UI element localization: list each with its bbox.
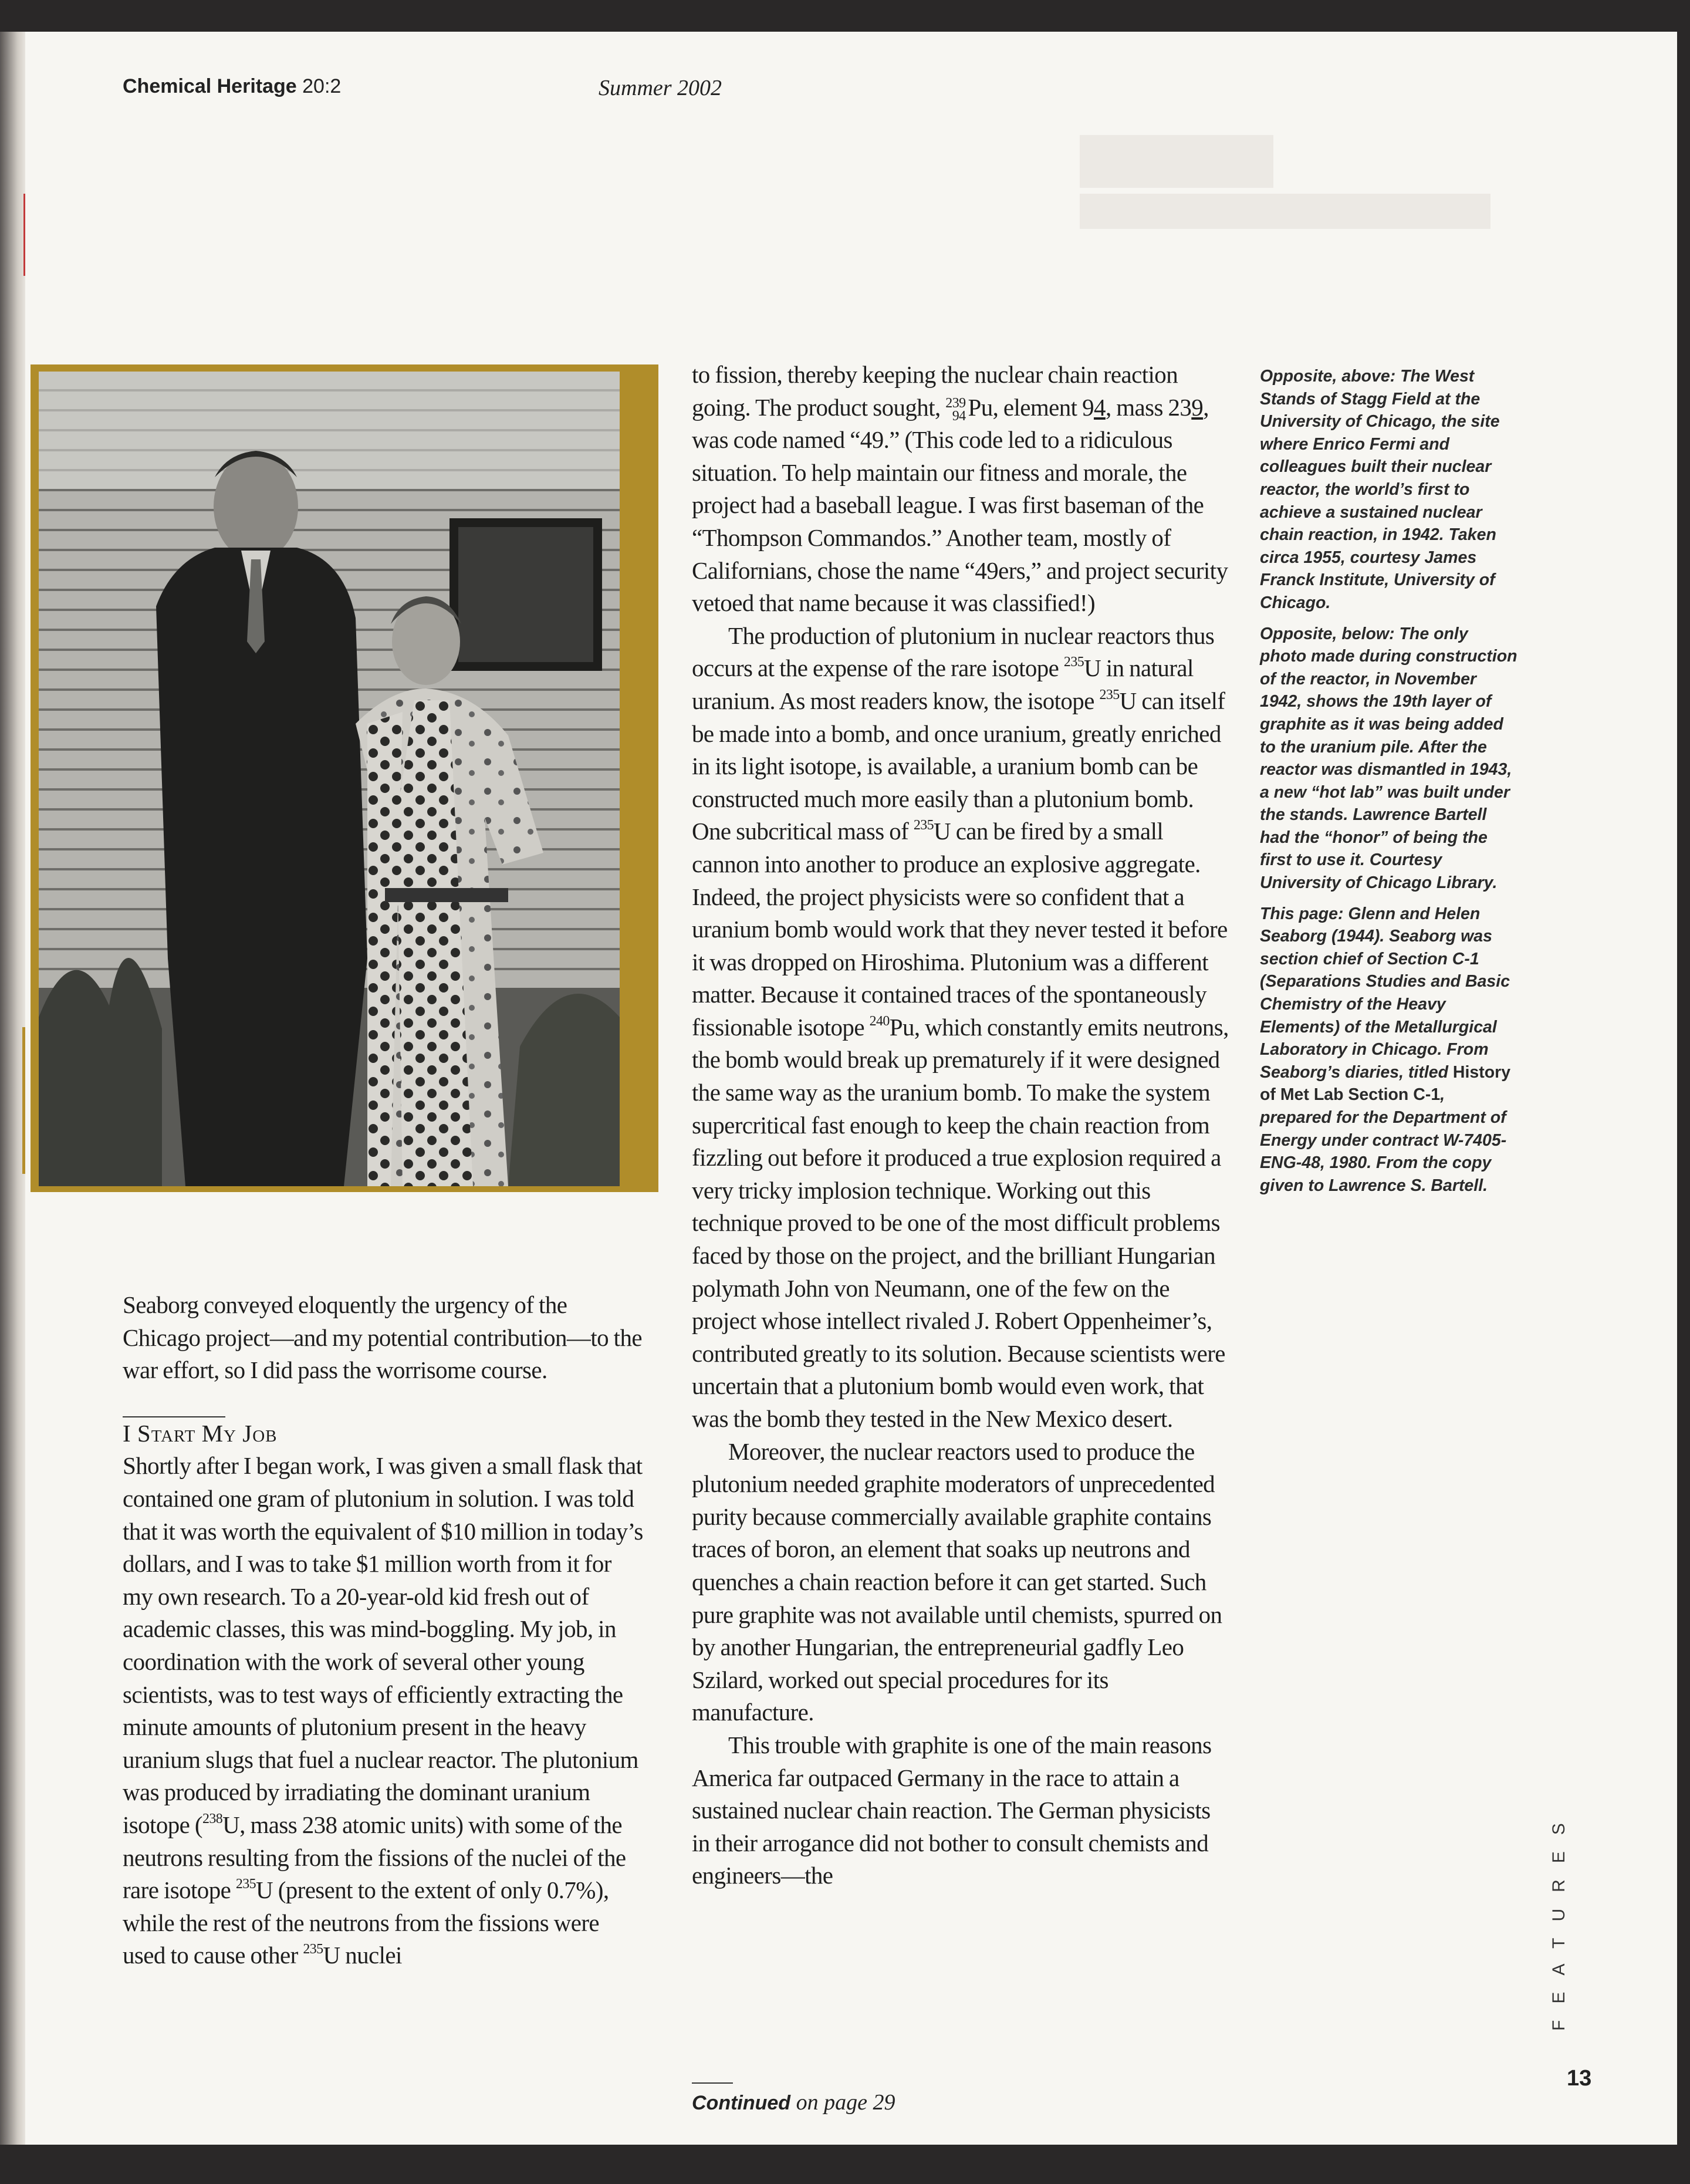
issue-number: 20:2 [302, 75, 342, 97]
isotope-mass-number: 235 [235, 1876, 256, 1892]
document-title: History of Met Lab Section C-1 [1260, 1062, 1511, 1105]
article-column-2 [692, 359, 1229, 1892]
magazine-name: Chemical Heritage [123, 75, 297, 97]
paragraph: Opposite, below: The only photo made during construction of the reactor, in November 1942, shows the 19th layer of graphite as it was being added to the uranium pile. After the reactor was dismantled in 1943, a new “hot lab” was built under the stands. Lawrence Bartell had the “honor” of being the first to use it. Courtesy University of Chicago Library. [1260, 624, 1517, 893]
paragraph: Opposite, above: The West Stands of Stagg Field at the University of Chicago, the site where Enrico Fermi and colleagues built their nuclear reactor, the world’s first to achieve a sustained nuclear chain reaction, in 1942. Taken circa 1955, courtesy James Franck Institute, University of Chicago. [1260, 367, 1500, 612]
seaborg-photo [39, 372, 620, 1186]
issue-date: Summer 2002 [599, 76, 722, 100]
isotope-mass-number: 238 [202, 1811, 223, 1827]
caption-paragraphs [1260, 365, 1518, 1197]
continued-rule [692, 2082, 733, 2084]
isotope-mass-number: 235 [303, 1942, 323, 1957]
paragraph: Moreover, the nuclear reactors used to produce the plutonium needed graphite moderators of unprecedented purity because commercially available graphite contains traces of boron, an element that soaks up neutrons and quenches a chain reaction before it can get started. Such pure graphite was not available until chemists, spurred on by another Hungarian, the entrepreneurial gadfly Leo Szilard, worked out special procedures for its manufacture. [692, 1437, 1222, 1726]
paragraph: Shortly after I began work, I was given a small flask that contained one gram of plutonium in solution. I was told that it was worth the equivalent of $10 million in today’s dollars, and I was to take $1 million worth from it for my own research. To a 20-year-old kid fresh out of academic classes, this was mind-boggling. My job, in coordination with the work of several other young scientists, was to test ways of efficiently extracting the minute amounts of plutonium present in the heavy uranium slugs that fuel a nuclear reactor. The plutonium was produced by irradiating the dominant uranium isotope ($^{238}$U, mass 238 atomic units) with some of the neutrons resulting from the fissions of the nuclei of the rare isotope $^{235}$U (present to the extent of only 0.7%), while the rest of the neutrons from the fissions were used to cause other $^{235}$U nuclei [123, 1452, 643, 1969]
isotope-mass-number: 235 [1063, 654, 1084, 670]
underlined-digit: 4 [1094, 393, 1106, 421]
binding-edge [0, 32, 25, 2145]
paragraph: The production of plutonium in nuclear reactors thus occurs at the expense of the rare isotope $^{235}$U in natural uranium. As most readers know, the isotope $^{235}$U can itself be made into a bomb, and once uranium, greatly enriched in its light isotope, is available, a uranium bomb can be constructed much more easily than a plutonium bomb. One subcritical mass of $^{235}$U can be fired by a small cannon into another to produce an explosive aggregate. Indeed, the project physicists were so confident that a uranium bomb would work that they never tested it before it was dropped on Hiroshima. Plutonium was a different matter. Because it contained traces of the spontaneously fissionable isotope $^{240}$Pu, which constantly emits neutrons, the bomb would break up prematurely if it were designed the same way as the uranium bomb. To make the system supercritical fast enough to keep the chain reaction from fizzling out before it produced a true explosion required a very tricky implosion technique. Working out this technique proved to be one of the most difficult problems faced by those on the project, and the brilliant Hungarian polymath John von Neumann, one of the few on the project whose intellect rivaled J. Robert Oppenheimer’s, contributed greatly to its solution. Because scientists were uncertain that a plutonium bomb would even work, that was the bomb they tested in the New Mexico desert. [692, 622, 1229, 1432]
article-paragraphs [123, 1450, 645, 1972]
underlined-digit: 9 [1191, 393, 1204, 421]
paragraph: This trouble with graphite is one of the main reasons America far outpaced Germany in the race to attain a sustained nuclear chain reaction. The German physicists in their arrogance did not bother to consult chemists and engineers—the [692, 1731, 1212, 1889]
continued-page-ref: on page 29 [790, 2090, 895, 2115]
bleed-through-mark [1080, 135, 1273, 188]
isotope-mass-number: 240 [869, 1013, 890, 1029]
magazine-header [123, 75, 341, 98]
nuclide-notation: 239 94 [945, 395, 966, 424]
photo-captions [1260, 365, 1518, 1205]
isotope-mass-number: 235 [1099, 687, 1120, 703]
article-paragraphs [123, 1289, 645, 1387]
bleed-through-mark [1080, 194, 1490, 229]
paragraph: This page: Glenn and Helen Seaborg (1944). Seaborg was section chief of Section C-1 (Separations Studies and Basic Chemistry of the Heavy Elements) of the Metallurgical Laboratory in Chicago. From Seaborg’s diaries, titled History of Met Lab Section C-1, prepared for the Department of Energy under contract W-7405-ENG-48, 1980. From the copy given to Lawrence S. Bartell. [1260, 904, 1511, 1195]
paragraph: to fission, thereby keeping the nuclear chain reaction going. The product sought, 239 94 Pu, element 94, mass 239, was code named “49.” (This code led to a ridiculous situation. To help maintain our fitness and morale, the project had a baseball league. I was first baseman of the “Thompson Commandos.” Another team, mostly of Californians, chose the name “49ers,” and project security vetoed that name because it was classified!) [692, 361, 1228, 617]
article-column-1 [123, 1289, 645, 1972]
couple-photo-illustration [39, 372, 620, 1186]
page-number: 13 [1567, 2066, 1592, 2091]
section-subhead: I Start My Job [123, 1419, 278, 1447]
section-label: FEATURES [1549, 1807, 1569, 2031]
continued-note[interactable] [692, 2090, 895, 2115]
isotope-mass-number: 235 [913, 818, 934, 833]
paragraph: Seaborg conveyed eloquently the urgency of the Chicago project—and my potential contribution—to the war effort, so I did pass the worrisome course. [123, 1291, 642, 1384]
continued-label: Continued [692, 2092, 791, 2114]
article-paragraphs [692, 359, 1229, 1892]
